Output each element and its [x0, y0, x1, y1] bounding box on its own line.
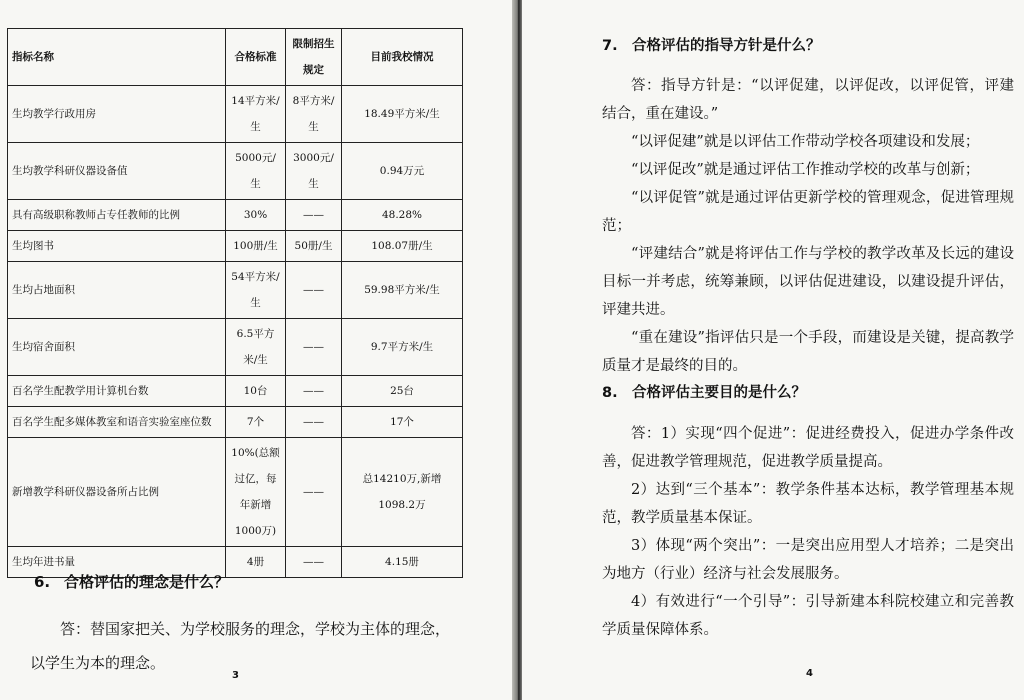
section-8-heading	[602, 381, 806, 402]
cell-indicator: 生均宿舍面积	[8, 319, 226, 376]
table-row	[8, 262, 463, 319]
cell-current: 25台	[342, 376, 463, 407]
page-number: 3	[232, 670, 239, 681]
right-page	[522, 0, 1024, 700]
cell-indicator: 生均年进书量	[8, 547, 226, 578]
section-8-body	[602, 420, 1014, 644]
section-6-body: 答：替国家把关、为学校服务的理念，学校为主体的理念，以学生为本的理念。	[30, 620, 451, 672]
section-7-paragraph: “以评促管”就是通过评估更新学校的管理观念，促进管理规范；	[602, 190, 1014, 234]
table-row	[8, 376, 463, 407]
table-row	[8, 200, 463, 231]
cell-limit: ——	[286, 407, 342, 438]
cell-limit: ——	[286, 262, 342, 319]
page-number: 4	[806, 668, 813, 679]
cell-current: 18.49平方米/生	[342, 86, 463, 143]
cell-standard: 100册/生	[226, 231, 286, 262]
cell-standard: 10%(总额过亿，每年新增1000万)	[226, 438, 286, 547]
section-7-title: 合格评估的指导方针是什么？	[632, 38, 821, 54]
cell-current: 17个	[342, 407, 463, 438]
table-row	[8, 319, 463, 376]
cell-standard: 54平方米/生	[226, 262, 286, 319]
section-7-paragraph: 答：指导方针是：“以评促建，以评促改，以评促管，评建结合，重在建设。”	[602, 78, 1014, 122]
section-7-paragraph: “评建结合”就是将评估工作与学校的教学改革及长远的建设目标一并考虑，统筹兼顾，以评估促进建设，以建设提升评估，评建共进。	[602, 246, 1014, 318]
cell-limit: ——	[286, 319, 342, 376]
standards-table	[7, 28, 463, 578]
cell-limit: 3000元/生	[286, 143, 342, 200]
cell-limit: ——	[286, 547, 342, 578]
cell-limit: ——	[286, 376, 342, 407]
table-header-row	[8, 29, 463, 86]
cell-standard: 7个	[226, 407, 286, 438]
section-7-paragraph: “以评促改”就是通过评估工作推动学校的改革与创新；	[631, 162, 980, 178]
cell-limit: ——	[286, 200, 342, 231]
section-6-title: 合格评估的理念是什么？	[64, 573, 230, 591]
header-limit: 限制招生规定	[286, 29, 342, 86]
cell-indicator: 新增教学科研仪器设备所占比例	[8, 438, 226, 547]
table-row	[8, 231, 463, 262]
cell-standard: 10台	[226, 376, 286, 407]
header-standard: 合格标准	[226, 29, 286, 86]
section-8-paragraph: 3）体现“两个突出”：一是突出应用型人才培养；二是突出为地方（行业）经济与社会发展服务。	[602, 538, 1014, 582]
section-7-heading	[602, 34, 821, 55]
cell-indicator: 生均占地面积	[8, 262, 226, 319]
cell-current: 0.94万元	[342, 143, 463, 200]
cell-limit: 50册/生	[286, 231, 342, 262]
section-7-paragraph: “以评促建”就是以评估工作带动学校各项建设和发展；	[631, 134, 980, 150]
cell-indicator: 百名学生配教学用计算机台数	[8, 376, 226, 407]
table-row	[8, 407, 463, 438]
header-indicator: 指标名称	[8, 29, 226, 86]
cell-standard: 30%	[226, 200, 286, 231]
cell-current: 59.98平方米/生	[342, 262, 463, 319]
section-8-title: 合格评估主要目的是什么？	[632, 385, 806, 401]
cell-indicator: 生均教学科研仪器设备值	[8, 143, 226, 200]
cell-indicator: 具有高级职称教师占专任教师的比例	[8, 200, 226, 231]
cell-current: 108.07册/生	[342, 231, 463, 262]
cell-standard: 14平方米/生	[226, 86, 286, 143]
cell-indicator: 生均教学行政用房	[8, 86, 226, 143]
cell-current: 总14210万,新增1098.2万	[342, 438, 463, 547]
section-6-heading	[34, 571, 229, 592]
cell-indicator: 百名学生配多媒体教室和语音实验室座位数	[8, 407, 226, 438]
section-6-number: 6.	[34, 573, 51, 591]
cell-limit: ——	[286, 438, 342, 547]
section-8-paragraph: 答：1）实现“四个促进”：促进经费投入，促进办学条件改善，促进教学管理规范，促进教学质量提高。	[602, 426, 1014, 470]
cell-current: 9.7平方米/生	[342, 319, 463, 376]
cell-standard: 4册	[226, 547, 286, 578]
section-7-body	[602, 72, 1014, 380]
table-row	[8, 143, 463, 200]
cell-standard: 5000元/生	[226, 143, 286, 200]
header-current: 目前我校情况	[342, 29, 463, 86]
cell-indicator: 生均图书	[8, 231, 226, 262]
table-body	[8, 86, 463, 578]
table-row	[8, 438, 463, 547]
section-7-paragraph: “重在建设”指评估只是一个手段，而建设是关键，提高教学质量才是最终的目的。	[602, 330, 1014, 374]
cell-current: 48.28%	[342, 200, 463, 231]
section-8-number: 8.	[602, 385, 618, 401]
section-8-paragraph: 2）达到“三个基本”：教学条件基本达标，教学管理基本规范，教学质量基本保证。	[602, 482, 1014, 526]
section-8-paragraph: 4）有效进行“一个引导”：引导新建本科院校建立和完善教学质量保障体系。	[602, 594, 1014, 638]
cell-standard: 6.5平方米/生	[226, 319, 286, 376]
table-row	[8, 86, 463, 143]
cell-limit: 8平方米/生	[286, 86, 342, 143]
cell-current: 4.15册	[342, 547, 463, 578]
section-7-number: 7.	[602, 38, 618, 54]
